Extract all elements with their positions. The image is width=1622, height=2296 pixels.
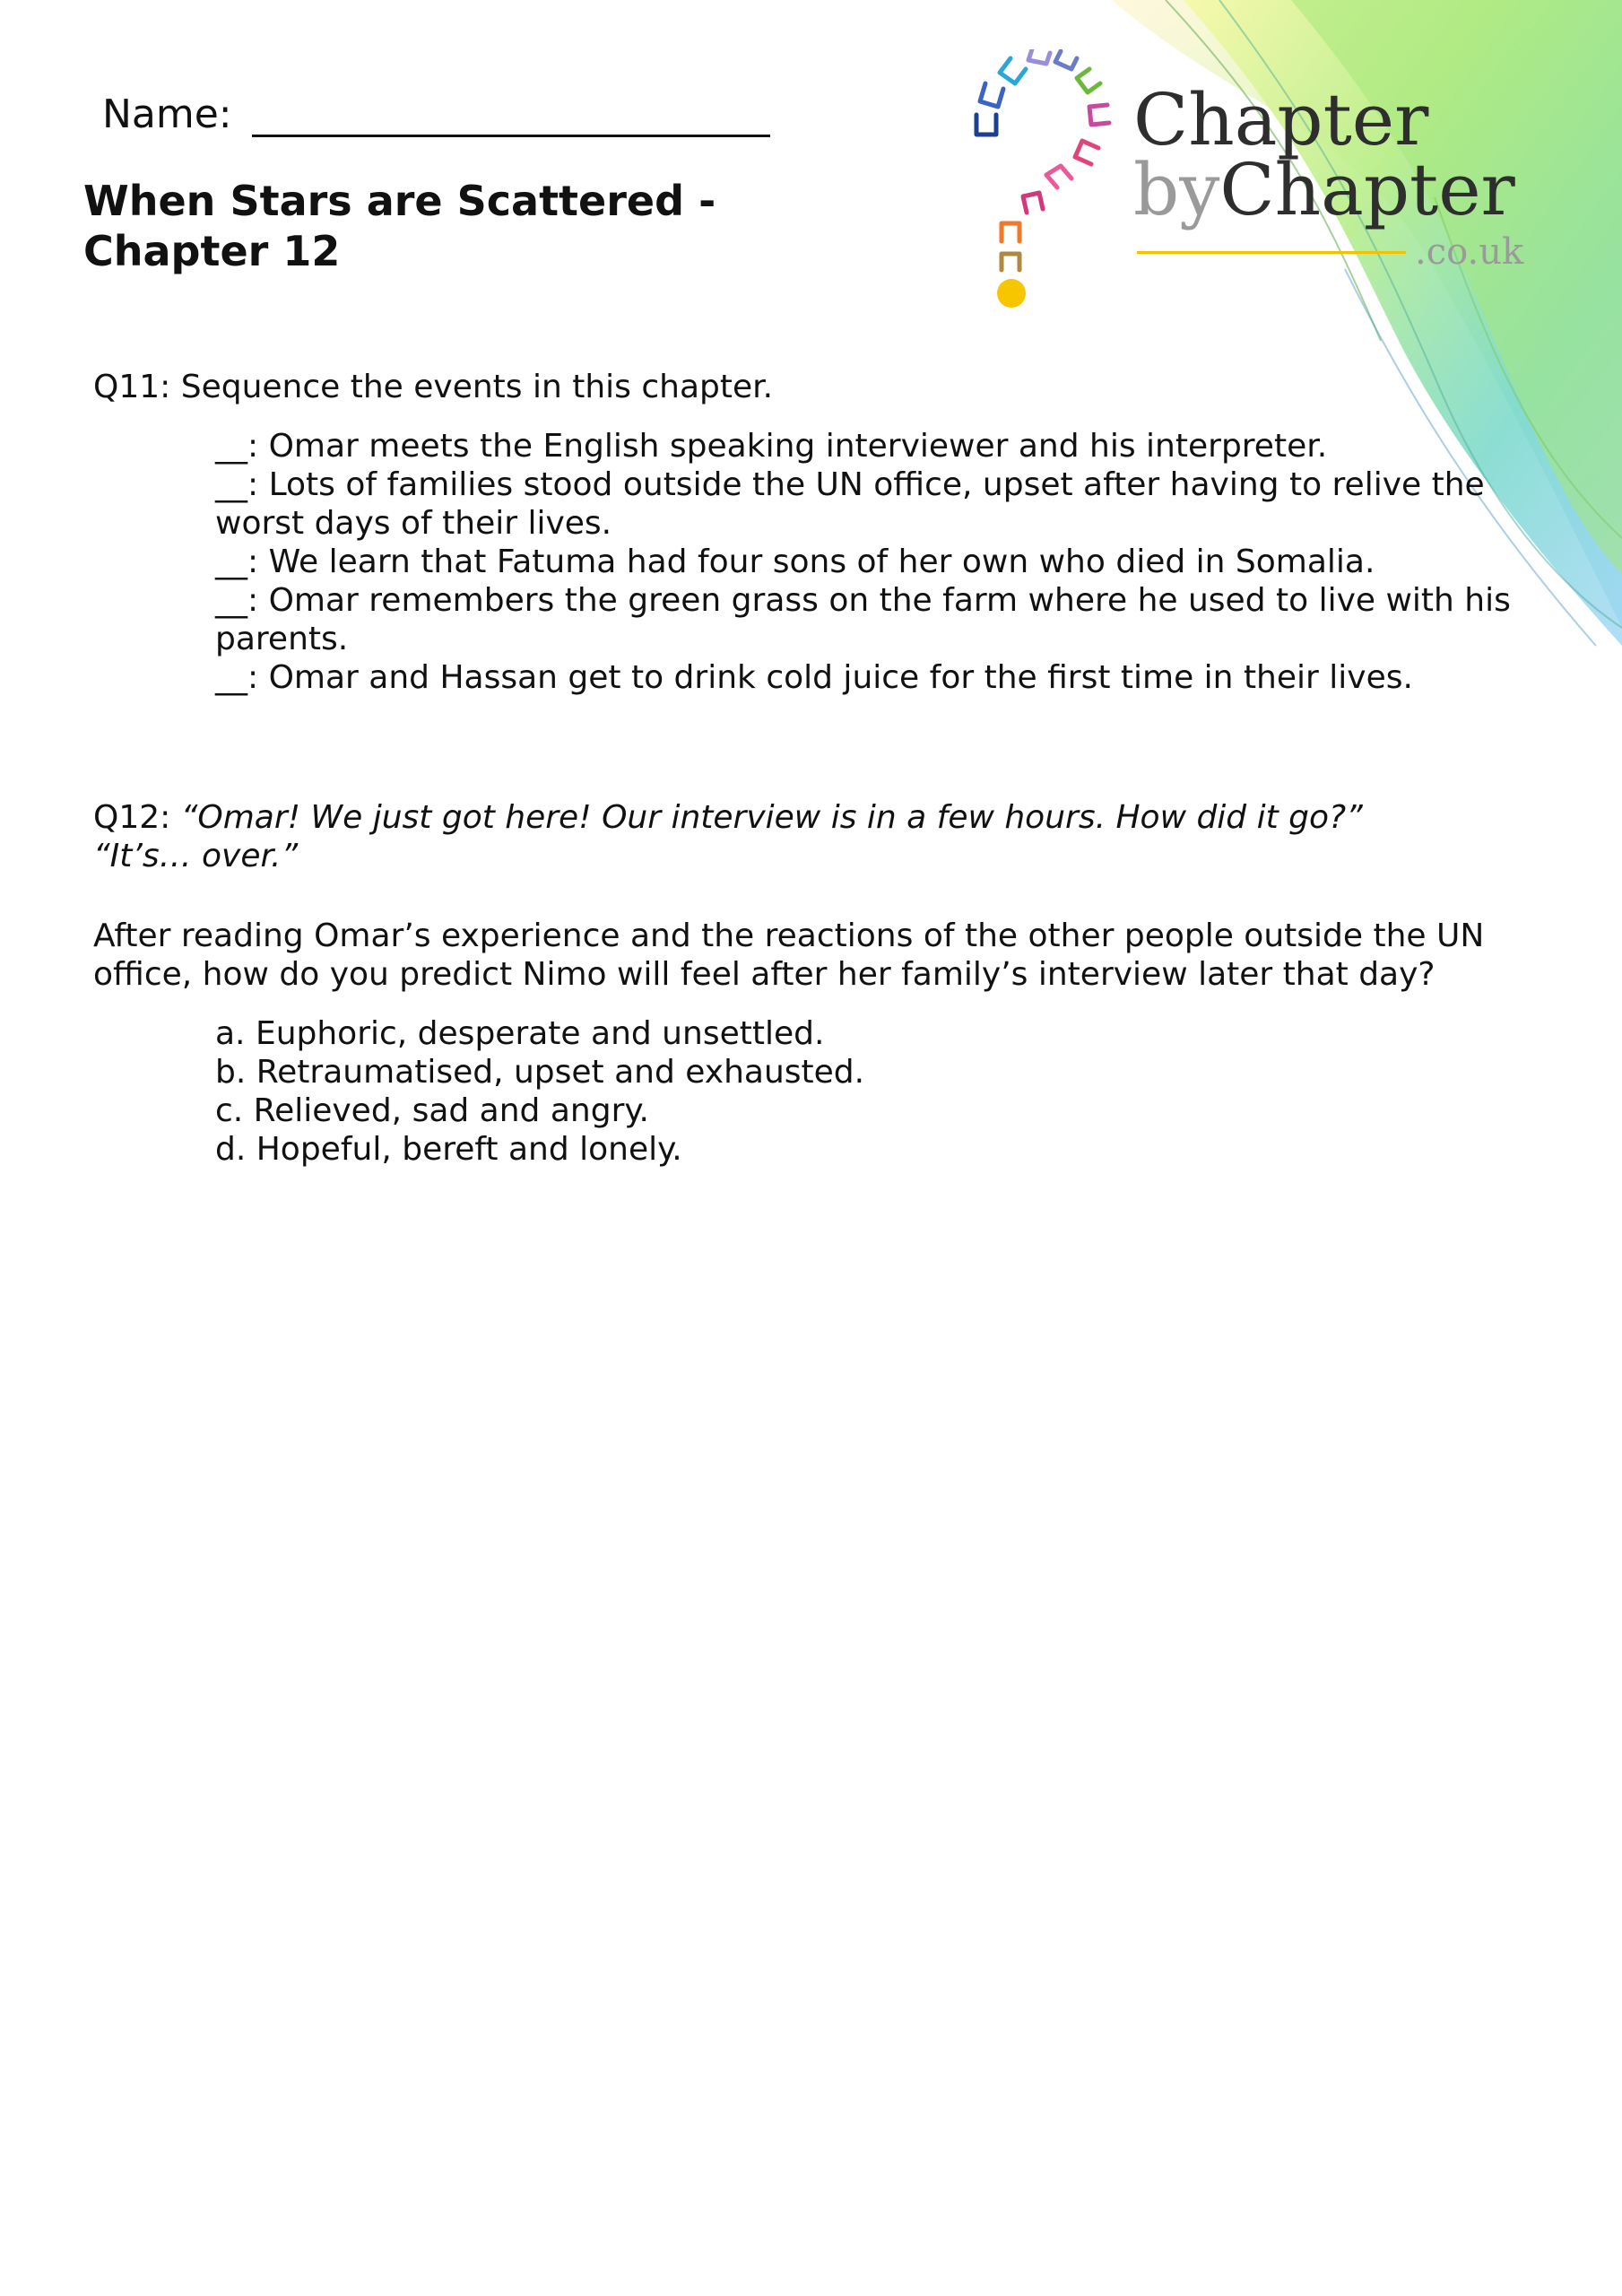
logo-line-bychapter xyxy=(1133,148,1515,231)
q11-event: __: Omar meets the English speaking interviewer and his interpreter. xyxy=(215,428,1328,465)
q12-option: b. Retraumatised, upset and exhausted. xyxy=(215,1054,865,1091)
q12-option: d. Hopeful, bereft and lonely. xyxy=(215,1131,682,1168)
name-field-row xyxy=(102,90,770,137)
name-blank-line xyxy=(252,90,770,137)
q12-quote-line1: “Omar! We just got here! Our interview is in a few hours. How did it go?” xyxy=(180,799,1363,836)
logo-wordmark xyxy=(1133,78,1515,231)
q12-question: After reading Omar’s experience and the reactions of the other people outside the UN office, how do you predict Nimo will feel after her family’s interview later that day? xyxy=(93,918,1485,993)
q12-option: a. Euphoric, desperate and unsettled. xyxy=(215,1015,825,1052)
q11-event: __: Omar and Hassan get to drink cold juice for the first time in their lives. xyxy=(215,659,1413,696)
q11-event: __: We learn that Fatuma had four sons of her own who died in Somalia. xyxy=(215,544,1375,580)
q11-event: __: Omar remembers the green grass on the farm where he used to live with his parents. xyxy=(215,582,1511,657)
worksheet-title: When Stars are Scattered - Chapter 12 xyxy=(83,177,716,275)
logo-chapter: Chapter xyxy=(1219,148,1515,231)
logo-domain: .co.uk xyxy=(1415,231,1524,273)
q11-event-list xyxy=(215,427,1542,697)
chapter-by-chapter-logo-icon xyxy=(964,49,1116,309)
logo-line-chapter: Chapter xyxy=(1133,78,1429,161)
q12-label: Q12: xyxy=(93,799,171,836)
q12-quote-block xyxy=(93,798,1528,875)
q12-options-list xyxy=(215,1014,864,1169)
logo-domain-row xyxy=(1137,231,1524,273)
q12-option: c. Relieved, sad and angry. xyxy=(215,1092,649,1129)
logo-by: by xyxy=(1133,148,1220,231)
q11-event: __: Lots of families stood outside the UN office, upset after having to relive the worst days of their lives. xyxy=(215,466,1485,542)
q11-prompt: Q11: Sequence the events in this chapter. xyxy=(93,369,774,405)
name-label: Name: xyxy=(102,91,232,137)
logo-underline xyxy=(1137,251,1406,254)
q12-quote-line2: “It’s… over.” xyxy=(93,838,299,874)
